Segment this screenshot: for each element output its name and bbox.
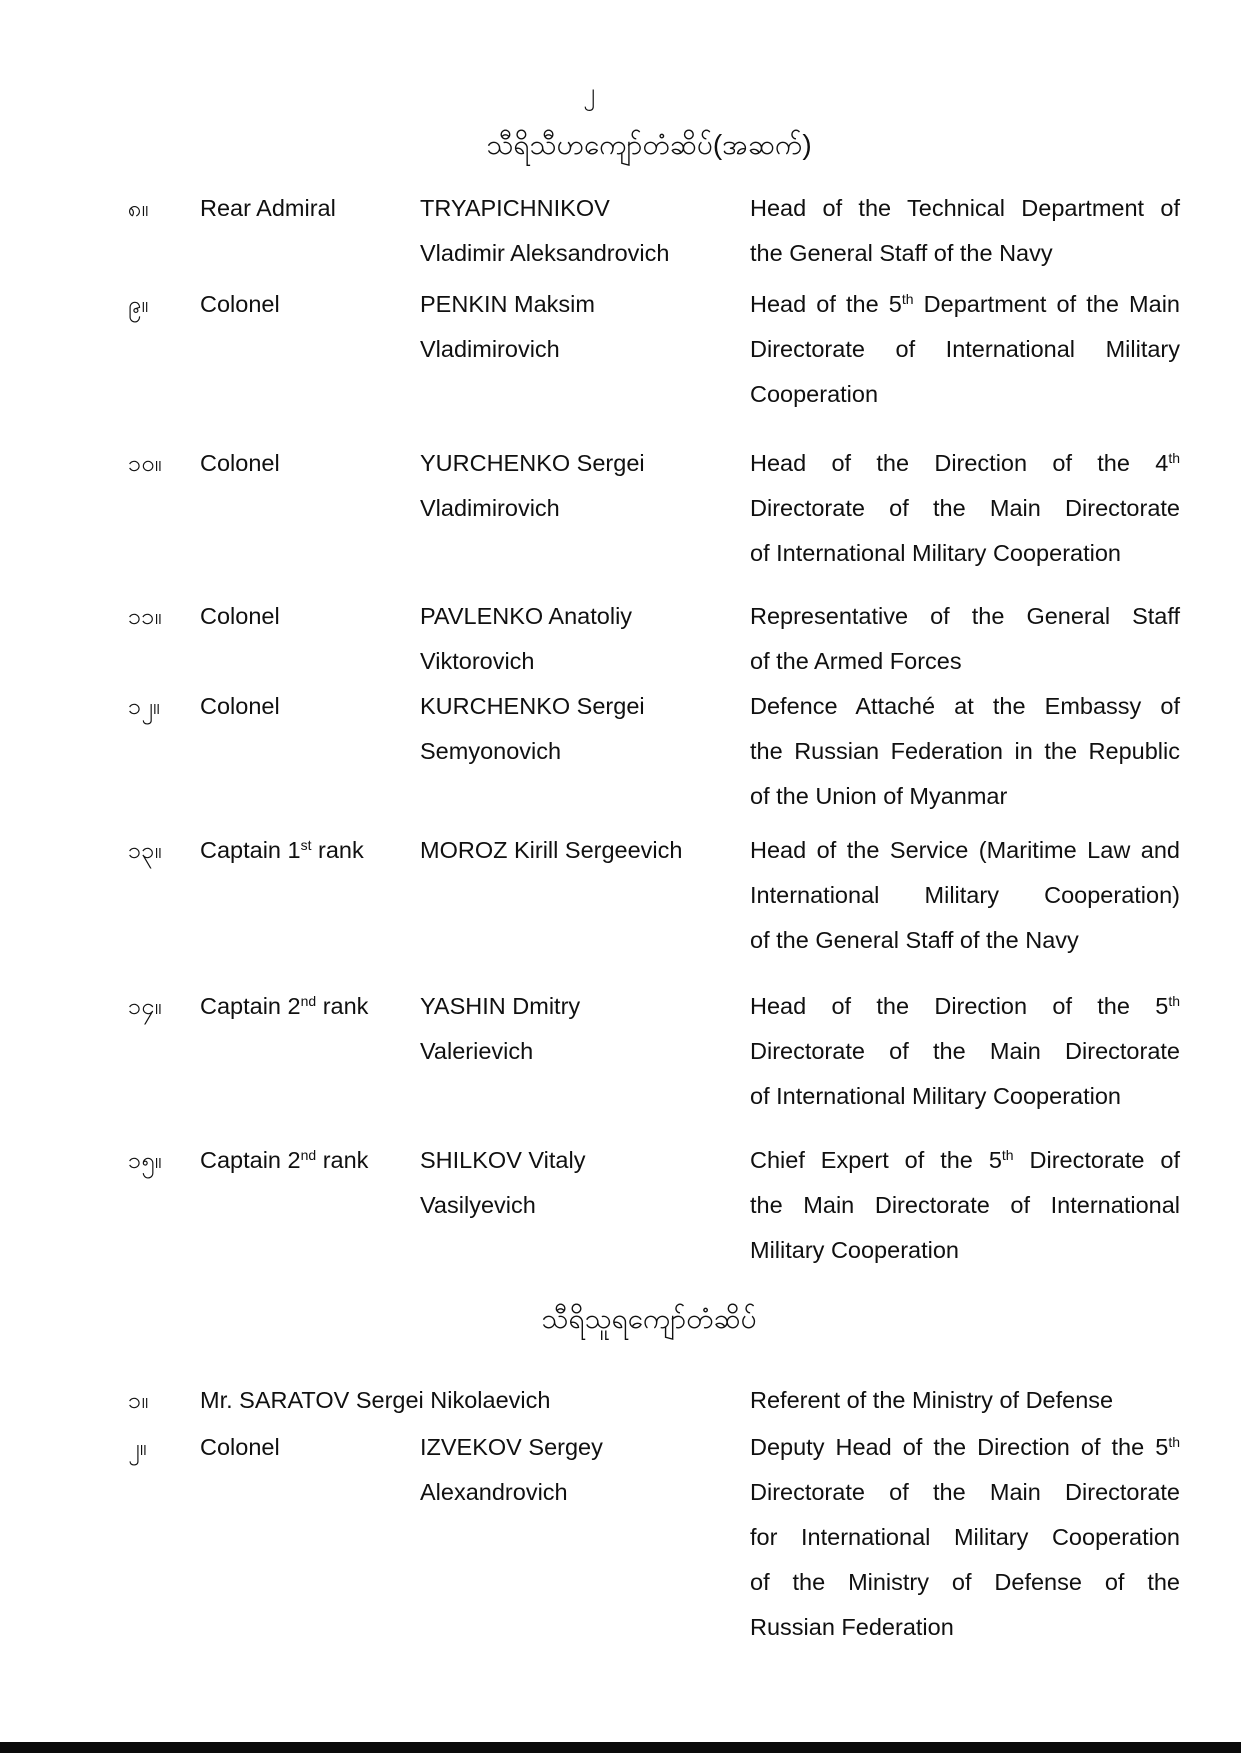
entry-position — [750, 441, 1180, 576]
text-line: Defence Attaché at the Embassy of — [750, 693, 1180, 719]
entry-rank — [200, 828, 420, 873]
entry-name — [200, 1378, 750, 1423]
entry-number: ၈။ — [128, 195, 149, 221]
section-title-thiri-thura: သီရိသူရကျော်တံဆိပ် — [541, 1303, 757, 1334]
text-line: Directorate of the Main Directorate — [750, 495, 1180, 521]
entry-row — [128, 282, 1241, 417]
page-number: ၂ — [583, 79, 595, 106]
text-line: Colonel — [200, 291, 280, 317]
text-line: Directorate of the Main Directorate — [750, 1479, 1180, 1505]
entry-position — [750, 1425, 1180, 1650]
text-line: the Russian Federation in the Republic — [750, 738, 1180, 764]
text-line: Colonel — [200, 693, 280, 719]
entry-number: ၁။ — [128, 1387, 149, 1413]
entry-rank — [200, 186, 420, 231]
entry-name — [420, 282, 750, 372]
entry-name — [420, 594, 750, 684]
entry-position — [750, 594, 1180, 684]
text-line: Vasilyevich — [420, 1192, 536, 1218]
text-line: Captain 2nd rank — [200, 1147, 369, 1173]
text-line: Directorate of the Main Directorate — [750, 1038, 1180, 1064]
text-line: Valerievich — [420, 1038, 534, 1064]
text-line: YURCHENKO Sergei — [420, 450, 645, 476]
entry-name — [420, 1425, 750, 1515]
text-line: Deputy Head of the Direction of the 5th — [750, 1434, 1180, 1460]
entry-number: ၁၄။ — [128, 993, 162, 1019]
text-line: Colonel — [200, 603, 280, 629]
text-line: Semyonovich — [420, 738, 562, 764]
text-line: PENKIN Maksim — [420, 291, 595, 317]
entry-number: ၉။ — [128, 291, 149, 317]
text-line: Vladimirovich — [420, 336, 560, 362]
entry-position — [750, 1378, 1180, 1423]
entry-name — [420, 441, 750, 531]
text-line: Alexandrovich — [420, 1479, 568, 1505]
entry-number: ၁၀။ — [128, 450, 162, 476]
text-line: Captain 1st rank — [200, 837, 364, 863]
entry-rank — [200, 594, 420, 639]
text-line: for International Military Cooperation — [750, 1524, 1180, 1550]
section-entries-1 — [0, 186, 1241, 1273]
text-line: SHILKOV Vitaly — [420, 1147, 586, 1173]
entry-position — [750, 984, 1180, 1119]
entry-name — [420, 984, 750, 1074]
entry-rank — [200, 282, 420, 327]
text-line: Rear Admiral — [200, 195, 336, 221]
text-line: Head of the Direction of the 4th — [750, 450, 1180, 476]
footer-bar — [0, 1742, 1241, 1753]
text-line: PAVLENKO Anatoliy — [420, 603, 633, 629]
text-line: Head of the 5th Department of the Main — [750, 291, 1180, 317]
entry-rank — [200, 441, 420, 486]
text-line: Viktorovich — [420, 648, 535, 674]
entry-name — [420, 186, 750, 276]
entry-row — [128, 1425, 1241, 1650]
text-line: of the Union of Myanmar — [750, 783, 1008, 809]
entry-position — [750, 684, 1180, 819]
text-line: of the Armed Forces — [750, 648, 962, 674]
section-title-thiri-thiha: သီရိသီဟကျော်တံဆိပ်(အဆက်) — [486, 129, 812, 160]
text-line: Chief Expert of the 5th Directorate of — [750, 1147, 1180, 1173]
text-line: Captain 2nd rank — [200, 993, 369, 1019]
text-line: Colonel — [200, 450, 280, 476]
text-line: Head of the Technical Department of — [750, 195, 1180, 221]
text-line: International Military Cooperation) — [750, 882, 1180, 908]
text-line: IZVEKOV Sergey — [420, 1434, 603, 1460]
text-line: Head of the Service (Maritime Law and — [750, 837, 1180, 863]
entry-row — [128, 828, 1241, 963]
entry-name — [420, 684, 750, 774]
entry-position — [750, 828, 1180, 963]
text-line: Head of the Direction of the 5th — [750, 993, 1180, 1019]
text-line: Military Cooperation — [750, 1237, 959, 1263]
entry-number: ၁၃။ — [128, 837, 162, 863]
entry-rank — [200, 984, 420, 1029]
text-line: of the General Staff of the Navy — [750, 927, 1079, 953]
entry-number: ၁၅။ — [128, 1147, 162, 1173]
entry-position — [750, 1138, 1180, 1273]
text-line: of International Military Cooperation — [750, 540, 1121, 566]
entry-name — [420, 828, 750, 873]
entry-position — [750, 282, 1180, 417]
entry-position — [750, 186, 1180, 276]
text-line: MOROZ Kirill Sergeevich — [420, 837, 683, 863]
entry-name — [420, 1138, 750, 1228]
entry-rank — [200, 684, 420, 729]
text-line: Vladimirovich — [420, 495, 560, 521]
entry-row — [128, 984, 1241, 1119]
entry-row — [128, 186, 1241, 276]
text-line: KURCHENKO Sergei — [420, 693, 645, 719]
entry-number: ၂။ — [128, 1434, 147, 1460]
text-line: of International Military Cooperation — [750, 1083, 1121, 1109]
entry-rank — [200, 1425, 420, 1470]
text-line: Vladimir Aleksandrovich — [420, 240, 670, 266]
entry-row — [128, 1378, 1241, 1423]
text-line: Representative of the General Staff — [750, 603, 1180, 629]
text-line: Colonel — [200, 1434, 280, 1460]
entry-row — [128, 441, 1241, 576]
text-line: YASHIN Dmitry — [420, 993, 581, 1019]
entry-number: ၁၁။ — [128, 603, 162, 629]
section-entries-2 — [0, 1378, 1241, 1650]
text-line: TRYAPICHNIKOV — [420, 195, 610, 221]
text-line: the Main Directorate of International — [750, 1192, 1180, 1218]
entry-row — [128, 1138, 1241, 1273]
text-line: Directorate of International Military — [750, 336, 1180, 362]
text-line: Referent of the Ministry of Defense — [750, 1387, 1114, 1413]
text-line: Mr. SARATOV Sergei Nikolaevich — [200, 1387, 551, 1413]
entry-row — [128, 594, 1241, 684]
text-line: of the Ministry of Defense of the — [750, 1569, 1180, 1595]
text-line: Cooperation — [750, 381, 879, 407]
entry-rank — [200, 1138, 420, 1183]
entry-row — [128, 684, 1241, 819]
text-line: the General Staff of the Navy — [750, 240, 1053, 266]
text-line: Russian Federation — [750, 1614, 954, 1640]
entry-number: ၁၂။ — [128, 693, 160, 719]
